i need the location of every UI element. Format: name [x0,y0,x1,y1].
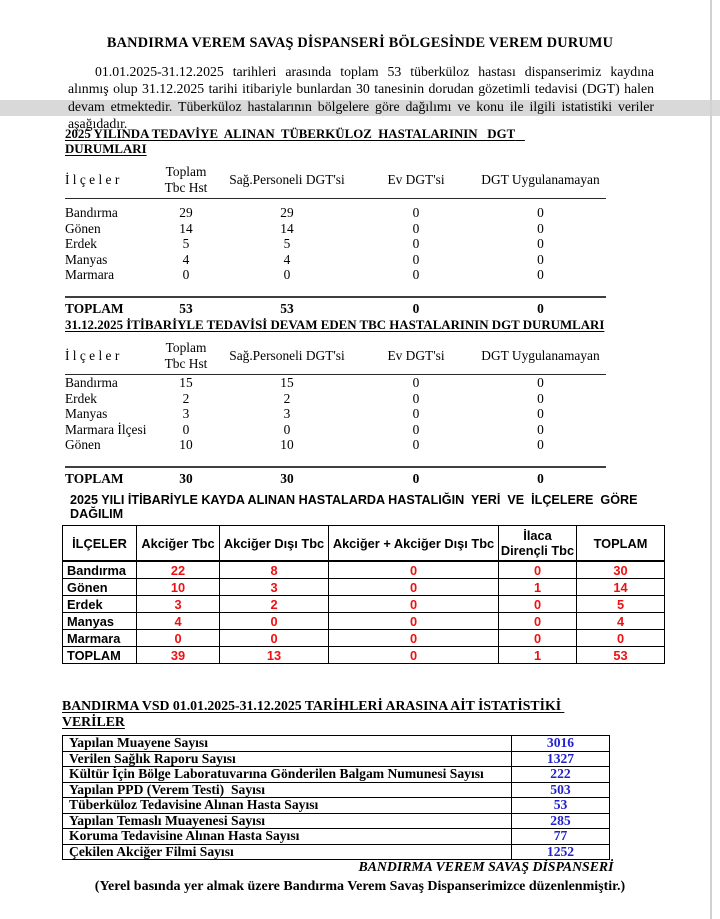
total-value: 0 [357,297,475,317]
spacer [65,283,606,297]
column-header: İlaca Dirençli Tbc [499,526,577,562]
value-cell: 0 [537,267,544,283]
table-row [65,375,606,391]
district-cell: Erdek [65,390,97,406]
district-cell: Manyas [65,251,108,267]
total-value: 53 [155,297,217,317]
value-cell: 0 [537,251,544,267]
ongoing-treatment-dgt-table [65,340,606,487]
stat-value: 77 [512,829,610,845]
value-cell: 0 [412,437,420,453]
stat-label: Çekilen Akciğer Filmi Sayısı [63,844,512,860]
statistics-table [62,735,610,860]
table-row [65,205,606,221]
value-cell: 4 [577,613,665,630]
value-cell: 0 [537,390,544,406]
stat-value: 1327 [512,751,610,767]
table-row [63,579,665,596]
statistics-title: BANDIRMA VSD 01.01.2025-31.12.2025 TARİHLERİ ARASINA AİT İSTATİSTİKİ VERİLER [62,698,565,729]
value-cell: 4 [182,251,190,267]
value-cell: 0 [499,561,577,579]
value-cell: 0 [412,205,420,220]
total-value: 0 [357,467,475,487]
value-cell: 4 [283,251,291,267]
value-cell: 0 [537,406,544,422]
district-cell: Manyas [63,613,137,630]
table-row [65,406,606,422]
treatment-2025-dgt-table [65,164,606,317]
value-cell: 0 [137,630,220,647]
value-cell: 0 [412,267,420,283]
district-cell: Erdek [65,236,97,252]
stat-value: 285 [512,813,610,829]
treatment-2025-dgt-title: 2025 YILINDA TEDAVİYE ALINAN TÜBERKÜLOZ HASTALARININ DGT DURUMLARI [65,127,525,156]
table-row [63,813,610,829]
stat-value: 222 [512,767,610,783]
value-cell: 0 [537,236,544,252]
value-cell: 14 [577,579,665,596]
value-cell: 10 [137,579,220,596]
value-cell: 3 [137,596,220,613]
footer-organization: BANDIRMA VEREM SAVAŞ DİSPANSERİ [358,859,614,874]
value-cell: 0 [499,630,577,647]
value-cell: 5 [283,236,291,252]
statistics-section [62,698,609,860]
value-cell: 15 [179,375,193,390]
value-cell: 5 [577,596,665,613]
column-header: DGT Uygulanamayan [475,164,606,199]
column-header: Sağ.Personeli DGT'si [217,164,357,199]
value-cell: 0 [537,205,544,220]
table-header-row [65,164,606,199]
table-row [63,751,610,767]
district-cell: Gönen [63,579,137,596]
district-cell: Bandırma [65,205,118,220]
column-header: Sağ.Personeli DGT'si [217,340,357,375]
table-row [65,437,606,453]
value-cell: 0 [412,251,420,267]
district-cell: Marmara [63,630,137,647]
table-row [63,782,610,798]
value-cell: 0 [329,613,499,630]
value-cell: 8 [220,561,329,579]
table-row [63,767,610,783]
value-cell: 0 [329,630,499,647]
value-cell: 0 [329,579,499,596]
column-header: Toplam Tbc Hst [155,340,217,375]
ongoing-treatment-dgt-title: 31.12.2025 İTİBARİYLE TEDAVİSİ DEVAM EDEN TBC HASTALARININ DGT DURUMLARI [65,318,605,332]
total-row [63,647,665,664]
total-row [65,467,606,487]
value-cell: 3 [220,579,329,596]
table-row [63,829,610,845]
total-value: 0 [329,647,499,664]
stat-label: Yapılan PPD (Verem Testi) Sayısı [63,782,512,798]
value-cell: 3 [283,406,291,422]
value-cell: 0 [329,561,499,579]
value-cell: 0 [537,437,544,453]
table-header-row [63,526,665,562]
value-cell: 2 [220,596,329,613]
value-cell: 0 [499,596,577,613]
value-cell: 0 [220,630,329,647]
column-header: Akciğer Tbc [137,526,220,562]
value-cell: 10 [179,437,193,453]
district-cell: Erdek [63,596,137,613]
total-value: 0 [475,297,606,317]
value-cell: 0 [412,406,420,422]
scan-artifact-edge-line [710,0,712,919]
total-label: TOPLAM [65,467,155,487]
total-label: TOPLAM [65,297,155,317]
column-header: İ l ç e l e r [65,164,155,199]
table-row [63,613,665,630]
value-cell: 0 [283,267,291,283]
district-cell: Gönen [65,437,101,453]
value-cell: 29 [280,205,294,220]
value-cell: 10 [280,437,294,453]
value-cell: 30 [577,561,665,579]
table-row [63,798,610,814]
table-row [65,267,606,283]
value-cell: 3 [182,406,190,422]
table-row [63,844,610,860]
value-cell: 14 [280,220,294,236]
value-cell: 0 [537,421,544,437]
value-cell: 0 [182,267,190,283]
table-row [63,630,665,647]
table-row [63,561,665,579]
table-row [65,236,606,252]
value-cell: 0 [499,613,577,630]
column-header: Ev DGT'si [357,164,475,199]
total-value: 53 [217,297,357,317]
value-cell: 29 [179,205,193,220]
total-value: 0 [475,467,606,487]
column-header: DGT Uygulanamayan [475,340,606,375]
value-cell: 4 [137,613,220,630]
district-cell: Bandırma [63,561,137,579]
column-header: İLÇELER [63,526,137,562]
stat-value: 1252 [512,844,610,860]
total-value: 53 [577,647,665,664]
disease-site-distribution-section [62,493,664,664]
spacer [65,453,606,467]
total-value: 30 [155,467,217,487]
value-cell: 0 [220,613,329,630]
table-row [65,422,606,438]
stat-label: Kültür İçin Bölge Laboratuvarına Gönderilen Balgam Numunesi Sayısı [63,767,512,783]
district-cell: Marmara İlçesi [65,421,147,437]
stat-value: 53 [512,798,610,814]
value-cell: 0 [283,421,291,437]
value-cell: 1 [499,579,577,596]
total-value: 30 [217,467,357,487]
value-cell: 0 [412,421,420,437]
stat-label: Tüberküloz Tedavisine Alınan Hasta Sayısı [63,798,512,814]
value-cell: 15 [280,375,294,390]
value-cell: 0 [182,421,190,437]
table-row [63,596,665,613]
value-cell: 2 [283,390,291,406]
total-value: 1 [499,647,577,664]
value-cell: 0 [577,630,665,647]
value-cell: 0 [537,375,544,390]
total-row [65,297,606,317]
stat-value: 503 [512,782,610,798]
page-title: BANDIRMA VEREM SAVAŞ DİSPANSERİ BÖLGESİNDE VEREM DURUMU [106,35,614,51]
table-row [65,391,606,407]
value-cell: 0 [412,375,420,390]
column-header: İ l ç e l e r [65,340,155,375]
value-cell: 0 [412,220,420,236]
column-header: Toplam Tbc Hst [155,164,217,199]
table-row [63,736,610,752]
total-value: 13 [220,647,329,664]
value-cell: 5 [182,236,190,252]
stat-value: 3016 [512,736,610,752]
value-cell: 0 [537,220,544,236]
stat-label: Verilen Sağlık Raporu Sayısı [63,751,512,767]
column-header: Akciğer Dışı Tbc [220,526,329,562]
district-cell: Manyas [65,406,108,422]
footer-note: (Yerel basında yer almak üzere Bandırma Verem Savaş Dispanserimizce düzenlenmiştir.) [94,879,626,894]
value-cell: 2 [182,390,190,406]
total-label: TOPLAM [63,647,137,664]
table-header-row [65,340,606,375]
value-cell: 22 [137,561,220,579]
district-cell: Bandırma [65,375,118,390]
district-cell: Marmara [65,267,115,283]
stat-label: Koruma Tedavisine Alınan Hasta Sayısı [63,829,512,845]
column-header: Akciğer + Akciğer Dışı Tbc [329,526,499,562]
column-header: TOPLAM [577,526,665,562]
district-cell: Gönen [65,220,101,236]
stat-label: Yapılan Muayene Sayısı [63,736,512,752]
total-value: 39 [137,647,220,664]
disease-site-distribution-title: 2025 YILI İTİBARİYLE KAYDA ALINAN HASTALARDA HASTALIĞIN YERİ VE İLÇELERE GÖRE DAĞILIM [70,493,645,521]
intro-paragraph: 01.01.2025-31.12.2025 tarihleri arasında toplam 53 tüberküloz hastası dispanserimiz kaydına alınmış olup 31.12.2025 tarihi itibariyle bunlardan 30 tanesinin dorudan gözetimli tedavisi (DGT) halen devam etmektedir. Tüberküloz hastalarının bölgelere göre dağılımı ve konu ile ilgili istatistiki veriler aşağıdadır. [68,64,654,132]
treatment-2025-dgt-section [65,127,606,317]
value-cell: 0 [412,236,420,252]
table-row [65,221,606,237]
value-cell: 0 [329,596,499,613]
table-row [65,252,606,268]
ongoing-treatment-dgt-section [65,318,606,487]
column-header: Ev DGT'si [357,340,475,375]
value-cell: 14 [179,220,193,236]
value-cell: 0 [412,390,420,406]
disease-site-distribution-table [62,525,665,664]
stat-label: Yapılan Temaslı Muayenesi Sayısı [63,813,512,829]
